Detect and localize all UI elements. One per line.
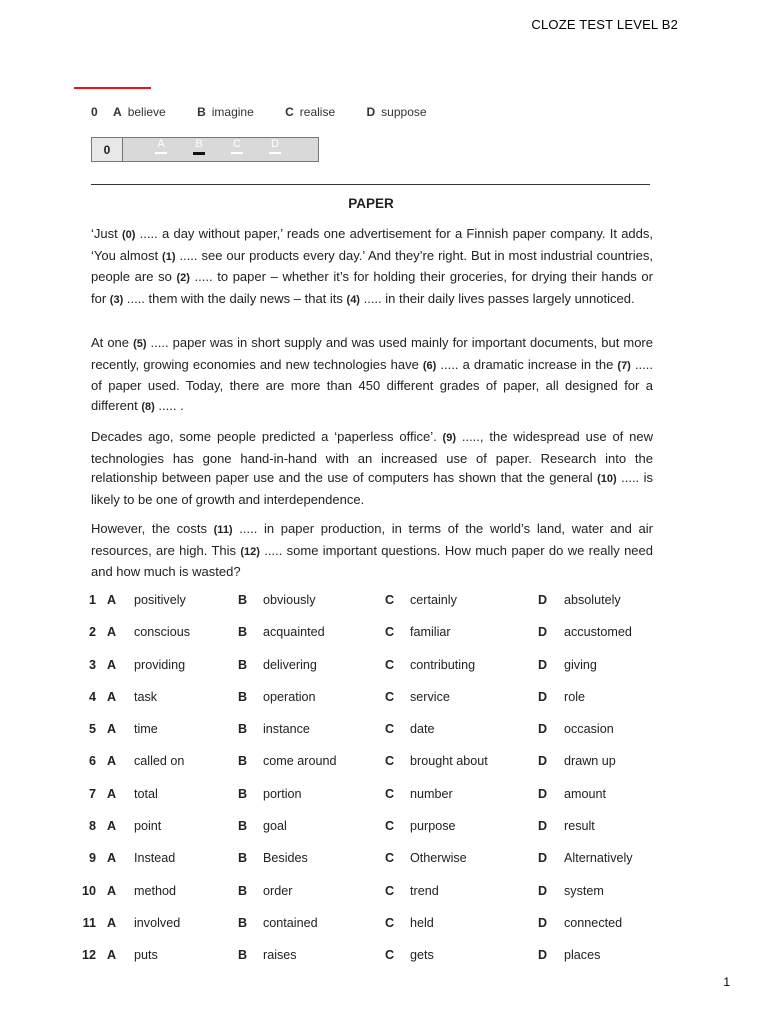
gap-number: (11) bbox=[213, 524, 233, 536]
option-word-c: contributing bbox=[410, 657, 476, 672]
option-letter-b: B bbox=[238, 948, 248, 963]
gap-number: (4) bbox=[346, 293, 360, 306]
option-letter-a: A bbox=[107, 883, 117, 898]
option-word-a: method bbox=[134, 883, 177, 898]
option-word-b: contained bbox=[263, 915, 318, 930]
option-letter-a: A bbox=[107, 851, 117, 866]
question-number: 2 bbox=[88, 625, 96, 640]
option-word-c: number bbox=[410, 786, 453, 801]
option-word-d: role bbox=[564, 689, 585, 704]
question-number: 7 bbox=[88, 786, 96, 801]
option-letter-d: D bbox=[538, 851, 548, 866]
option-word-c: date bbox=[410, 722, 435, 737]
option-letter-d: D bbox=[538, 754, 548, 769]
option-letter-b: B bbox=[238, 851, 248, 866]
option-word-c: purpose bbox=[410, 819, 456, 834]
gap-number: (0) bbox=[121, 229, 136, 241]
paragraph-1: ‘Just (0) ..... a day without paper,’ reads one advertisement for a Finnish paper company. It adds, ‘You almost (1) ..... see our products every day.’ And they’re right. But in most industrial countries, people are so (2) ..... to paper – whether it’s for holding their groceries, for drying their hands or for (3) ..... them with the daily news – that its (4) ..... in their daily lives passes largely unnoticed. bbox=[91, 226, 653, 306]
option-word-a: involved bbox=[134, 915, 181, 930]
option-letter-c: C bbox=[385, 657, 395, 672]
question-number: 12 bbox=[81, 948, 96, 963]
option-letter-b: B bbox=[238, 722, 248, 737]
question-number: 6 bbox=[88, 754, 96, 769]
passage-title: PAPER bbox=[348, 196, 394, 211]
question-number: 9 bbox=[88, 851, 96, 866]
option-letter-b: B bbox=[238, 786, 248, 801]
answer-cell-b-selected: B bbox=[191, 139, 207, 155]
question-row-9 bbox=[80, 851, 680, 883]
gap-number: (9) bbox=[442, 432, 456, 444]
option-word-c: Otherwise bbox=[410, 851, 467, 866]
header-label: CLOZE TEST LEVEL B2 bbox=[531, 17, 678, 32]
option-letter-d: D bbox=[538, 593, 548, 607]
question-number: 3 bbox=[88, 657, 96, 672]
option-letter-d: D bbox=[538, 883, 548, 898]
option-letter-d: D bbox=[538, 786, 548, 801]
option-word-b: Besides bbox=[263, 851, 308, 866]
gap-number: (12) bbox=[240, 545, 260, 558]
option-word-a: puts bbox=[134, 948, 158, 963]
option-letter-b: B bbox=[238, 657, 248, 672]
option-letter-a: A bbox=[107, 786, 117, 801]
option-letter-a: A bbox=[107, 593, 117, 607]
option-word-a: providing bbox=[134, 657, 186, 672]
option-letter-b: B bbox=[238, 883, 248, 898]
option-word-a: conscious bbox=[134, 625, 191, 640]
option-letter-c: C bbox=[385, 689, 395, 704]
option-letter-a: A bbox=[107, 689, 117, 704]
option-word-a: positively bbox=[134, 593, 186, 607]
option-word-d: drawn up bbox=[564, 754, 616, 769]
option-letter-c: C bbox=[385, 883, 395, 898]
gap-number: (3) bbox=[109, 293, 124, 306]
option-word-d: result bbox=[564, 819, 595, 834]
gap-number: (7) bbox=[617, 359, 631, 372]
gap-number: (5) bbox=[133, 338, 147, 350]
option-letter-c: C bbox=[385, 625, 395, 640]
example-option-d: D suppose bbox=[366, 105, 427, 119]
option-word-b: raises bbox=[263, 948, 297, 963]
option-letter-a: A bbox=[107, 948, 117, 963]
option-letter-d: D bbox=[538, 819, 548, 834]
option-word-b: come around bbox=[263, 754, 337, 769]
option-word-d: accustomed bbox=[564, 625, 632, 640]
option-word-b: order bbox=[263, 883, 293, 898]
paragraph-4: However, the costs (11) ..... in paper production, in terms of the world’s land, water and air resources, are high. This (12) ..... some important questions. How much paper do we really need and how much is wasted? bbox=[91, 521, 653, 580]
question-row-4 bbox=[80, 690, 680, 722]
option-letter-a: A bbox=[107, 657, 117, 672]
option-word-c: service bbox=[410, 689, 450, 704]
question-number: 10 bbox=[81, 883, 96, 898]
option-word-a: called on bbox=[134, 754, 185, 769]
option-word-d: occasion bbox=[564, 722, 614, 737]
option-word-b: delivering bbox=[263, 657, 317, 672]
option-word-b: goal bbox=[263, 819, 287, 834]
example-option-b: B imagine bbox=[197, 105, 254, 119]
option-word-b: operation bbox=[263, 689, 316, 704]
option-letter-c: C bbox=[385, 819, 395, 834]
option-word-a: task bbox=[134, 689, 158, 704]
option-word-c: brought about bbox=[410, 754, 488, 769]
question-number: 11 bbox=[82, 915, 96, 930]
option-letter-d: D bbox=[538, 625, 548, 640]
answer-cell-a: A bbox=[153, 139, 169, 154]
question-number: 1 bbox=[88, 593, 96, 607]
question-row-1 bbox=[80, 593, 680, 625]
option-word-c: trend bbox=[410, 883, 439, 898]
option-letter-a: A bbox=[107, 754, 117, 769]
question-row-12 bbox=[80, 948, 680, 980]
option-word-a: Instead bbox=[134, 851, 176, 866]
red-underline-mark bbox=[74, 87, 151, 89]
option-word-b: acquainted bbox=[263, 625, 325, 640]
option-word-d: Alternatively bbox=[564, 851, 633, 866]
option-letter-c: C bbox=[385, 593, 395, 607]
example-answer-box bbox=[91, 137, 319, 162]
option-word-a: point bbox=[134, 819, 162, 834]
gap-number: (6) bbox=[422, 359, 437, 372]
question-number: 8 bbox=[88, 819, 96, 834]
option-word-c: gets bbox=[410, 948, 434, 963]
option-letter-a: A bbox=[107, 625, 117, 640]
answer-cell-d: D bbox=[267, 139, 283, 154]
option-letter-b: B bbox=[238, 754, 248, 769]
option-letter-d: D bbox=[538, 915, 548, 930]
option-word-d: giving bbox=[564, 657, 597, 672]
question-number: 5 bbox=[88, 722, 96, 737]
option-letter-b: B bbox=[238, 819, 248, 834]
question-row-3 bbox=[80, 658, 680, 690]
option-letter-c: C bbox=[385, 754, 395, 769]
question-row-7 bbox=[80, 787, 680, 819]
section-divider bbox=[91, 184, 650, 185]
option-letter-b: B bbox=[238, 915, 248, 930]
answer-box-number: 0 bbox=[92, 138, 123, 161]
option-letter-c: C bbox=[385, 915, 395, 930]
paragraph-2: At one (5) ..... paper was in short supply and was used mainly for important documents, but more recently, growing economies and new technologies have (6) ..... a dramatic increase in the (7) ..... of paper used. Today, there are more than 450 different grades of paper, all designed for a different (8) ..... . bbox=[91, 335, 654, 413]
question-row-2 bbox=[80, 625, 680, 657]
question-row-10 bbox=[80, 884, 680, 916]
option-word-b: portion bbox=[263, 786, 302, 801]
gap-number: (2) bbox=[176, 272, 190, 285]
option-letter-d: D bbox=[538, 948, 548, 963]
option-letter-c: C bbox=[385, 786, 395, 801]
paragraph-3: Decades ago, some people predicted a ‘paperless office’. (9) ....., the widespread use of new technologies has gone hand-in-hand with an increased use of paper. Research into the relationship between paper use and the use of computers has shown that the general (10) ..... is likely to be one of growth and interdependence. bbox=[91, 429, 654, 507]
answer-options-list bbox=[80, 593, 680, 981]
gap-number: (10) bbox=[597, 473, 617, 486]
example-option-a: A believe bbox=[113, 105, 166, 119]
option-letter-c: C bbox=[385, 851, 395, 866]
option-word-c: certainly bbox=[410, 593, 457, 607]
option-letter-d: D bbox=[538, 657, 548, 672]
question-row-8 bbox=[80, 819, 680, 851]
option-word-b: obviously bbox=[263, 593, 316, 607]
option-letter-b: B bbox=[238, 593, 248, 607]
option-letter-b: B bbox=[238, 689, 248, 704]
option-letter-d: D bbox=[538, 689, 548, 704]
option-word-d: amount bbox=[564, 786, 607, 801]
page-number: 1 bbox=[723, 975, 730, 989]
question-row-6 bbox=[80, 754, 680, 786]
example-number: 0 bbox=[91, 105, 98, 119]
option-word-a: total bbox=[134, 786, 158, 801]
gap-number: (8) bbox=[141, 400, 155, 413]
question-number: 4 bbox=[88, 689, 96, 704]
option-word-c: familiar bbox=[410, 625, 451, 640]
option-word-d: places bbox=[564, 948, 601, 963]
example-question bbox=[91, 105, 455, 119]
option-letter-d: D bbox=[538, 722, 548, 737]
gap-number: (1) bbox=[162, 250, 176, 263]
option-letter-a: A bbox=[107, 915, 117, 930]
option-word-b: instance bbox=[263, 722, 310, 737]
example-option-c: C realise bbox=[285, 105, 336, 119]
option-word-d: connected bbox=[564, 915, 623, 930]
question-row-11 bbox=[80, 916, 680, 948]
option-word-d: absolutely bbox=[564, 593, 621, 607]
answer-cell-c: C bbox=[229, 139, 245, 154]
option-letter-a: A bbox=[107, 819, 117, 834]
option-word-d: system bbox=[564, 883, 604, 898]
option-word-a: time bbox=[134, 722, 158, 737]
option-letter-c: C bbox=[385, 722, 395, 737]
option-letter-a: A bbox=[107, 722, 117, 737]
question-row-5 bbox=[80, 722, 680, 754]
option-letter-b: B bbox=[238, 625, 248, 640]
option-letter-c: C bbox=[385, 948, 395, 963]
option-word-c: held bbox=[410, 915, 434, 930]
